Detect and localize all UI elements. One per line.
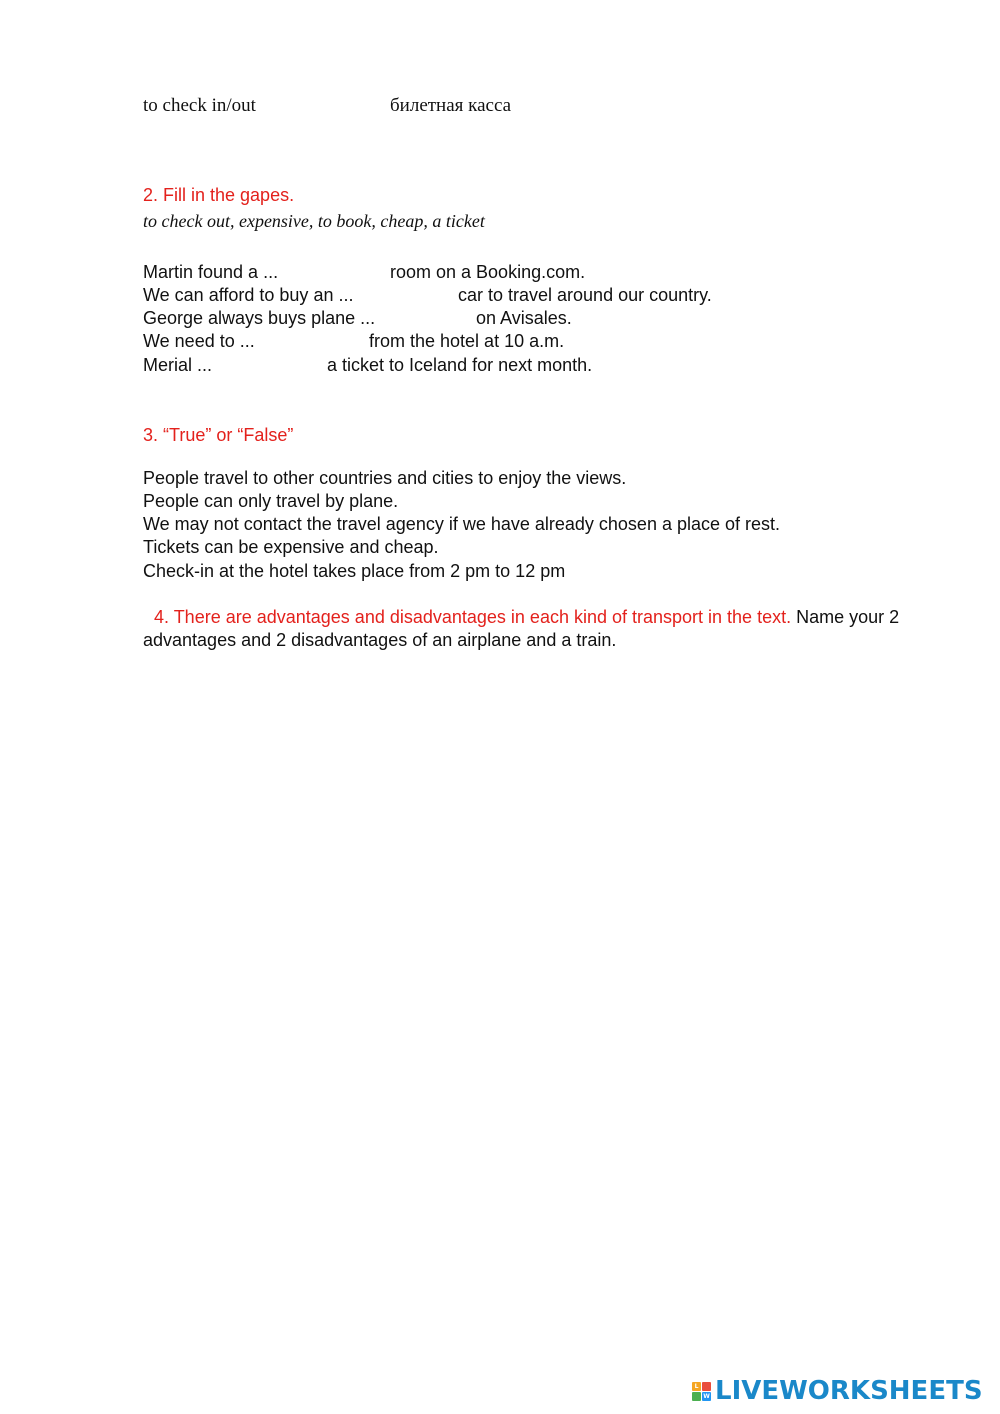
section-2-word-bank: to check out, expensive, to book, cheap, a ticket: [143, 211, 485, 231]
true-false-statement: Tickets can be expensive and cheap.: [143, 537, 439, 557]
gap-sentence-end: car to travel around our country.: [458, 285, 712, 305]
true-false-statement: Check-in at the hotel takes place from 2 pm to 12 pm: [143, 561, 566, 581]
gap-sentence-start: George always buys plane ...: [143, 308, 376, 328]
section-2-title: 2. Fill in the gapes.: [143, 185, 295, 205]
gap-sentence-end: from the hotel at 10 a.m.: [369, 331, 565, 351]
liveworksheets-logo-text: LIVEWORKSHEETS: [715, 1376, 983, 1406]
logo-square: [702, 1382, 711, 1391]
true-false-statement: We may not contact the travel agency if we have already chosen a place of rest.: [143, 514, 781, 534]
true-false-statement: People travel to other countries and cities to enjoy the views.: [143, 468, 627, 488]
gap-sentence-start: Martin found a ...: [143, 262, 279, 282]
vocab-term: to check in/out: [143, 95, 256, 116]
gap-sentence-start: We can afford to buy an ...: [143, 285, 354, 305]
logo-square: W: [703, 1392, 710, 1400]
section-4-task: [143, 606, 943, 652]
gap-sentence-end: room on a Booking.com.: [390, 262, 586, 282]
gap-sentence-end: a ticket to Iceland for next month.: [327, 355, 593, 375]
section-4-title: 4. There are advantages and disadvantages in each kind of transport in the text.: [154, 607, 792, 627]
section-3-title: 3. “True” or “False”: [143, 425, 294, 445]
section-4-instruction: Name your 2 advantages and 2 disadvantages of an airplane and a train.: [143, 607, 900, 650]
logo-square: [692, 1392, 701, 1401]
vocab-translation: билетная касса: [390, 95, 512, 116]
true-false-statement: People can only travel by plane.: [143, 491, 399, 511]
liveworksheets-watermark: [692, 1376, 983, 1406]
liveworksheets-logo-icon: [692, 1382, 711, 1401]
gap-sentence-end: on Avisales.: [476, 308, 572, 328]
logo-square: L: [692, 1382, 701, 1391]
gap-sentence-start: We need to ...: [143, 331, 255, 351]
gap-sentence-start: Merial ...: [143, 355, 213, 375]
